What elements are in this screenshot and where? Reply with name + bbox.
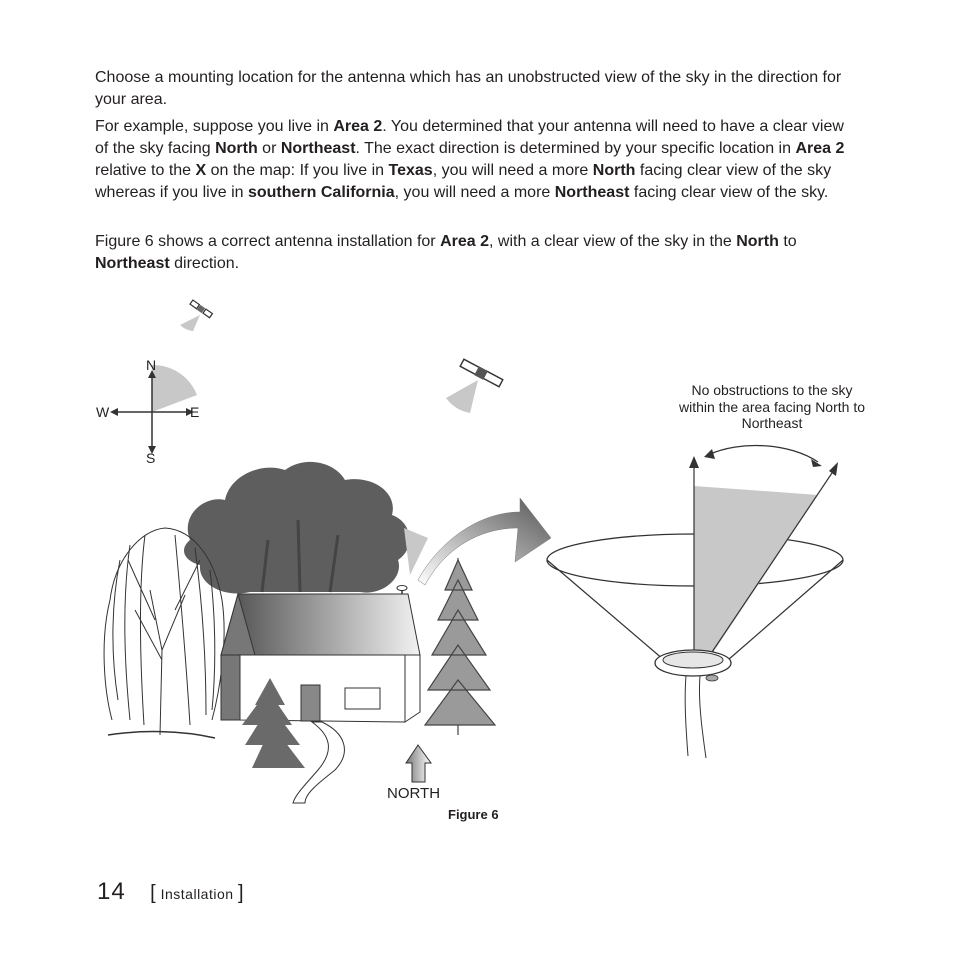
pine-tree xyxy=(425,558,495,735)
door xyxy=(301,685,320,721)
bracket-close: ] xyxy=(237,882,244,904)
satellite-icon xyxy=(180,300,212,331)
figure-caption: Figure 6 xyxy=(448,807,499,822)
text-run: facing clear view of the sky whereas if you live in xyxy=(95,162,832,201)
bold-run: Texas xyxy=(388,162,433,179)
text-run: Figure 6 shows a correct antenna installation for xyxy=(95,233,441,250)
obstruction-note: No obstructions to the sky within the area facing North to Northeast xyxy=(679,382,865,431)
north-label: NORTH xyxy=(387,785,441,802)
bold-run: Northeast xyxy=(95,255,170,272)
compass-east-label: E xyxy=(190,404,200,420)
section-title: Installation xyxy=(160,886,234,902)
text-run: , with a clear view of the sky in the xyxy=(489,233,737,250)
page-number: 14 xyxy=(97,878,126,905)
bold-run: Area 2 xyxy=(333,118,383,135)
bold-run: southern California xyxy=(247,184,395,201)
text-run: or xyxy=(257,140,281,157)
compass-north-label: N xyxy=(146,357,157,373)
text-run: , you will need a more xyxy=(432,162,593,179)
bold-run: Area 2 xyxy=(795,140,845,157)
bold-run: X xyxy=(195,162,207,179)
bold-run: Northeast xyxy=(554,184,630,201)
north-arrow-icon xyxy=(406,745,431,782)
text-run: to xyxy=(778,233,797,250)
curved-arrow-icon xyxy=(418,498,551,585)
text-run: For example, suppose you live in xyxy=(95,118,334,135)
bold-run: North xyxy=(592,162,636,179)
sky-view-cone xyxy=(547,445,843,758)
bracket-open: [ xyxy=(150,882,157,904)
text-run: direction. xyxy=(169,255,240,272)
bold-run: Northeast xyxy=(280,140,356,157)
section-label xyxy=(150,882,244,904)
text-run: , you will need a more xyxy=(394,184,555,201)
page-footer xyxy=(97,878,244,906)
compass-south-label: S xyxy=(146,450,156,466)
satellite-icon xyxy=(446,359,503,413)
text-run: on the map: If you live in xyxy=(206,162,389,179)
compass-west-label: W xyxy=(96,404,110,420)
oak-tree xyxy=(184,462,409,594)
text-run: . You determined that your antenna will need to have a clear view of the sky facing xyxy=(95,118,844,157)
compass-rose xyxy=(110,365,200,454)
window xyxy=(345,688,380,709)
bold-run: Area 2 xyxy=(440,233,489,250)
bold-run: North xyxy=(736,233,779,250)
text-run: facing clear view of the sky. xyxy=(629,184,829,201)
text-run: . The exact direction is determined by your specific location in xyxy=(355,140,796,157)
text-run: relative to the xyxy=(95,162,196,179)
bold-run: North xyxy=(215,140,258,157)
antenna xyxy=(397,586,407,591)
paragraph-text: Choose a mounting location for the antenna which has an unobstructed view of the sky in the direction for your area. xyxy=(95,69,842,108)
